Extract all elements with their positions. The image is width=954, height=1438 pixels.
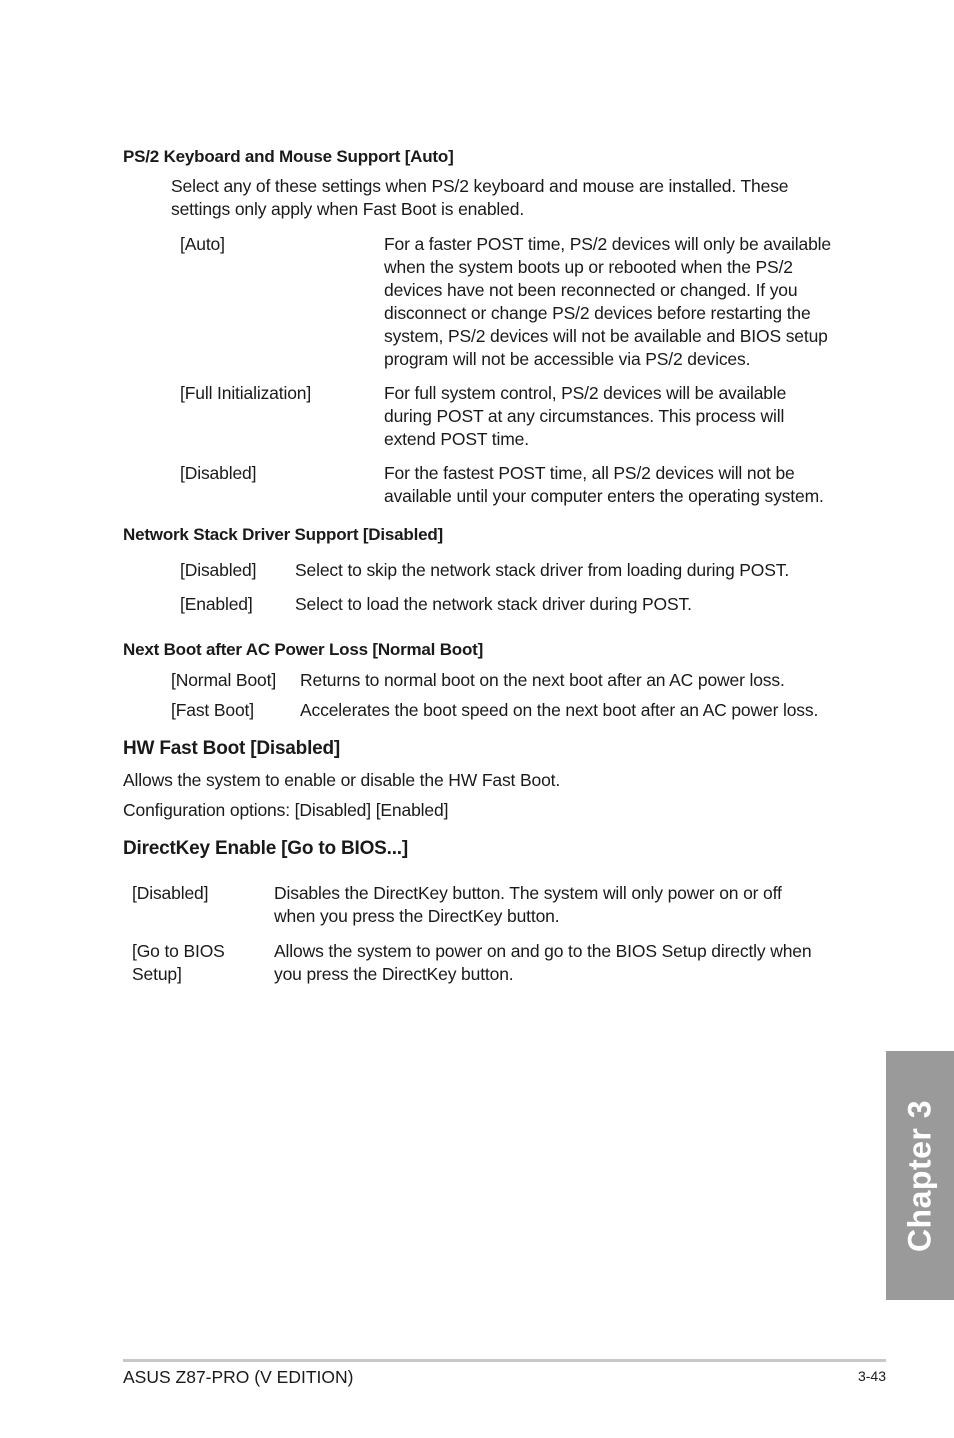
ps2-intro: Select any of these settings when PS/2 keyboard and mouse are installed. These settings only apply when Fast Boot is enabled. bbox=[171, 176, 789, 219]
hwfastboot-config-options: Configuration options: [Disabled] [Enabled] bbox=[123, 800, 449, 820]
nextboot-option-normal-label: [Normal Boot] bbox=[171, 670, 277, 690]
nextboot-option-fast-label: [Fast Boot] bbox=[171, 700, 254, 720]
nextboot-heading: Next Boot after AC Power Loss [Normal Boot] bbox=[123, 640, 484, 659]
network-option-disabled-label: [Disabled] bbox=[180, 560, 257, 580]
directkey-option-disabled-label: [Disabled] bbox=[132, 883, 209, 903]
network-option-enabled-desc: Select to load the network stack driver during POST. bbox=[295, 594, 692, 614]
footer-product-name: ASUS Z87-PRO (V EDITION) bbox=[123, 1367, 354, 1387]
directkey-option-gotobios-label: [Go to BIOS Setup] bbox=[132, 941, 225, 984]
ps2-option-full-label: [Full Initialization] bbox=[180, 383, 312, 403]
ps2-option-auto-desc: For a faster POST time, PS/2 devices will only be available when the system boots up or rebooted when the PS/2 devices have not been reconnected or changed. If you disconnect or change PS/2 devices before restarting the system, PS/2 devices will not be available and BIOS setup program will not be accessible via PS/2 devices. bbox=[384, 234, 831, 369]
ps2-option-disabled-desc: For the fastest POST time, all PS/2 devices will not be available until your computer enters the operating system. bbox=[384, 463, 824, 506]
ps2-option-disabled-label: [Disabled] bbox=[180, 463, 257, 483]
chapter-label: Chapter 3 bbox=[901, 1099, 938, 1252]
footer-divider bbox=[123, 1359, 886, 1362]
ps2-option-auto-label: [Auto] bbox=[180, 234, 225, 254]
directkey-option-disabled-desc: Disables the DirectKey button. The system will only power on or off when you press the DirectKey button. bbox=[274, 883, 782, 926]
network-heading: Network Stack Driver Support [Disabled] bbox=[123, 525, 443, 544]
ps2-heading: PS/2 Keyboard and Mouse Support [Auto] bbox=[123, 147, 454, 166]
ps2-option-full-desc: For full system control, PS/2 devices will be available during POST at any circumstances. This process will extend POST time. bbox=[384, 383, 787, 449]
hwfastboot-heading: HW Fast Boot [Disabled] bbox=[123, 738, 341, 759]
network-option-enabled-label: [Enabled] bbox=[180, 594, 253, 614]
directkey-heading: DirectKey Enable [Go to BIOS...] bbox=[123, 838, 408, 859]
hwfastboot-description: Allows the system to enable or disable the HW Fast Boot. bbox=[123, 770, 561, 790]
nextboot-option-normal-desc: Returns to normal boot on the next boot after an AC power loss. bbox=[300, 670, 785, 690]
chapter-side-tab bbox=[886, 1051, 954, 1300]
directkey-option-gotobios-desc: Allows the system to power on and go to the BIOS Setup directly when you press the DirectKey button. bbox=[274, 941, 812, 984]
nextboot-option-fast-desc: Accelerates the boot speed on the next boot after an AC power loss. bbox=[300, 700, 819, 720]
network-option-disabled-desc: Select to skip the network stack driver from loading during POST. bbox=[295, 560, 790, 580]
footer-page-number: 3-43 bbox=[857, 1368, 886, 1384]
